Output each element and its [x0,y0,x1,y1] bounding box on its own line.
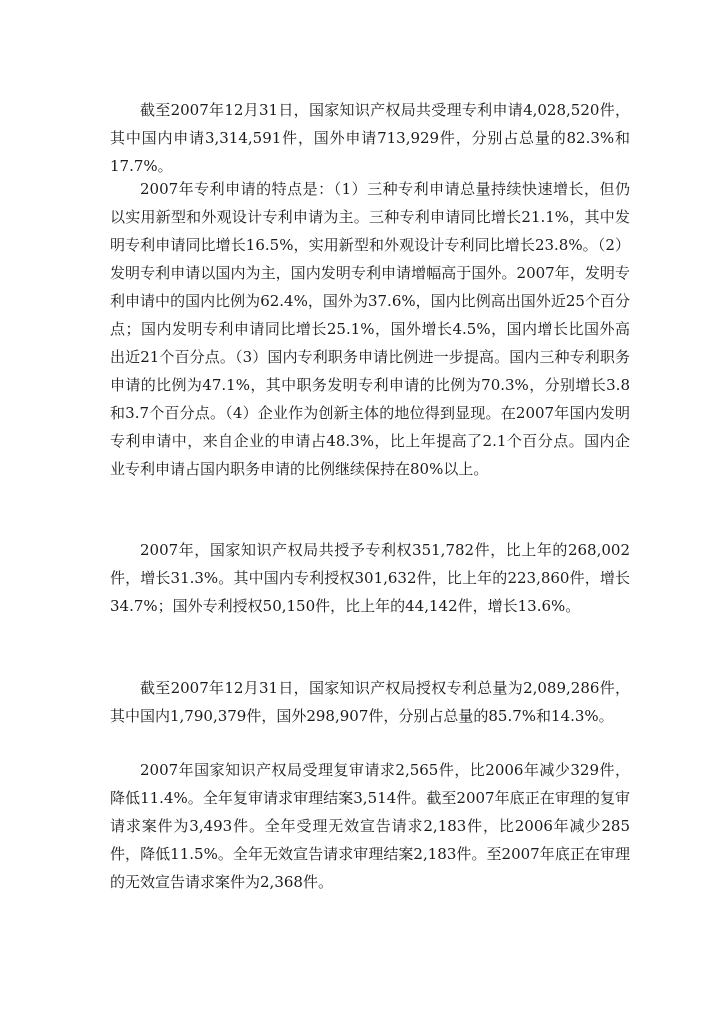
paragraph-text: 截至2007年12月31日，国家知识产权局授权专利总量为2,089,286件，其中国内1,790,379件，国外298,907件，分别占总量的85.7%和14.3%。 [110,679,630,725]
paragraph-grants-2007 [110,536,630,620]
paragraph-text: 截至2007年12月31日，国家知识产权局共受理专利申请4,028,520件，其中国内申请3,314,591件，国外申请713,929件，分别占总量的82.3%和17.7%。 [110,101,630,175]
paragraph-text: 2007年，国家知识产权局共授予专利权351,782件，比上年的268,002件，增长31.3%。其中国内专利授权301,632件，比上年的223,860件，增长34.7%；国外专利授权50,150件，比上年的44,142件，增长13.6%。 [110,541,630,615]
paragraph-text: 2007年国家知识产权局受理复审请求2,565件，比2006年减少329件，降低11.4%。全年复审请求审理结案3,514件。截至2007年底正在审理的复审请求案件为3,493件。全年受理无效宣告请求2,183件，比2006年减少285件，降低11.5%。全年无效宣告请求审理结案2,183件。至2007年底正在审理的无效宣告请求案件为2,368件。 [110,761,630,891]
paragraph-text: 2007年专利申请的特点是：（1）三种专利申请总量持续快速增长，但仍以实用新型和外观设计专利申请为主。三种专利申请同比增长21.1%，其中发明专利申请同比增长16.5%，实用新型和外观设计专利同比增长23.8%。（2）发明专利申请以国内为主，国内发明专利申请增幅高于国外。2007年，发明专利申请中的国内比例为62.4%，国外为37.6%，国内比例高出国外近25个百分点；国内发明专利申请同比增长25.1%，国外增长4.5%，国内增长比国外高出近21个百分点。（3）国内专利职务申请比例进一步提高。国内三种专利职务申请的比例为47.1%，其中职务发明专利申请的比例为70.3%，分别增长3.8和3.7个百分点。（4）企业作为创新主体的地位得到显现。在2007年国内发明专利申请中，来自企业的申请占48.3%，比上年提高了2.1个百分点。国内企业专利申请占国内职务申请的比例继续保持在80%以上。 [110,180,630,478]
paragraph-application-totals [110,96,630,180]
paragraph-application-features [110,175,630,483]
paragraph-reexamination [110,756,630,896]
paragraph-grant-totals [110,674,630,730]
